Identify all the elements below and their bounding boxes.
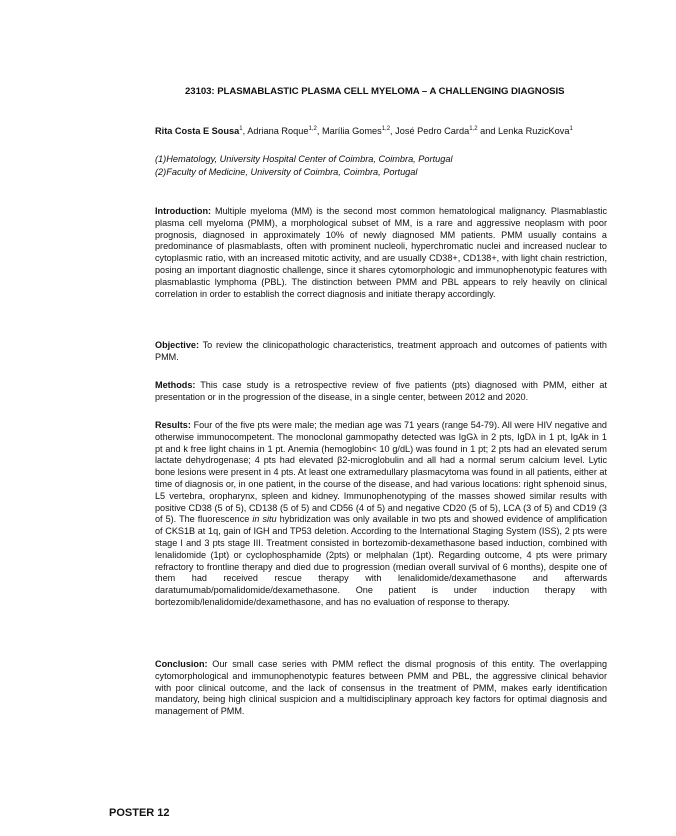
objective-heading: Objective: bbox=[155, 340, 199, 350]
author-affiliation-mark: 1,2 bbox=[381, 126, 391, 132]
methods-text: This case study is a retrospective review of five patients (pts) diagnosed with PMM, either at presentation or in the progression of the disease, in a single center, between 2012 and 2020. bbox=[155, 380, 607, 402]
results-section bbox=[155, 420, 607, 609]
affiliation-line: (2)Faculty of Medicine, University of Coimbra, Coimbra, Portugal bbox=[155, 167, 418, 177]
author-affiliation-mark: 1,2 bbox=[308, 126, 317, 132]
introduction-section bbox=[155, 206, 607, 300]
results-heading: Results: bbox=[155, 420, 191, 430]
objective-section bbox=[155, 340, 607, 364]
objective-text: To review the clinicopathologic characteristics, treatment approach and outcomes of patients with PMM. bbox=[155, 340, 607, 362]
results-text-continued: hybridization was only available in two pts and showed evidence of amplification of CKS1B at 1q, gain of IGH and TP53 deletion. According to the International Staging System (ISS), 2 pts were stage I and 3 pts stage III. Treatment consisted in bortezomib-dexamethasone based induction, combined with lenalidomide (1pt) or cyclophosphamide (2pts) or melphalan (1pt). Regarding outcome, 4 pts were primary refractory to frontline therapy and died due to progression (median overall survival of 6 months), despite one of them had received rescue therapy with lenalidomide/dexamethasone and afterwards daratumumab/pomalidomide/dexamethasone. One patient is under induction therapy with bortezomib/lenalidomide/dexamethasone, and has no evaluation of response to therapy. bbox=[155, 514, 608, 607]
author-name: Adriana Roque bbox=[247, 126, 309, 136]
introduction-text: Multiple myeloma (MM) is the second most common hematological malignancy. Plasmablastic plasma cell myeloma (PMM), a morphological subset of MM, is a rare and aggressive neoplasm with poor prognosis, diagnosed in approximately 10% of newly diagnosed MM patients. PMM usually contains a predominance of plasmablasts, often with prominent nucleoli, hyperchromatic nuclei and increased nuclear to cytoplasmic ratio, with an increased mitotic activity, and are usually CD38+, CD138+, with light chain restriction, posing an important diagnostic challenge, since it shares cytomorphologic and immunophenotypic features with plasmablastic lymphoma (PBL). The distinction between PMM and PBL appears to rely heavily on clinical correlation in order to establish the correct diagnosis and initiate therapy accordingly. bbox=[155, 206, 607, 299]
author-list bbox=[155, 126, 607, 136]
methods-heading: Methods: bbox=[155, 380, 196, 390]
methods-section bbox=[155, 380, 607, 404]
poster-label: POSTER 12 bbox=[109, 807, 170, 819]
author-name: Lenka RuzicKova bbox=[497, 126, 570, 136]
conclusion-text: Our small case series with PMM reflect the dismal prognosis of this entity. The overlapping cytomorphological and immunophenotypic features between PMM and PBL, the aggressive clinical behavior with poor clinical outcome, and the lack of consensus in the treatment of PMM, makes early identification mandatory, being high clinical suspicion and a multidisciplinary approach key factors for optimal diagnosis and management of PMM. bbox=[155, 659, 607, 717]
results-text: Four of the five pts were male; the median age was 71 years (range 54-79). All were HIV negative and otherwise immunocompetent. The monoclonal gammopathy detected was IgGλ in 2 pts, IgDλ in 1 pt, IgAk in 1 pt and k free light chains in 1 pt. Anemia (hemoglobin< 10 g/dL) was found in 1 pt; 2 pts had an elevated serum lactate dehydrogenase; 4 pts had elevated β2-microglobulin and all had a normal serum calcium level. Lytic bone lesions were present in 4 pts. At least one extramedullary plasmacytoma was found in all patients, either at time of diagnosis or, in one patient, in the course of the disease, and had various locations: right sphenoid sinus, L5 vertebra, oropharynx, spleen and kidney. Immunophenotyping of the masses showed similar results with positive CD38 (5 of 5), CD138 (5 of 5) and CD56 (4 of 5) and negative CD20 (5 of 5), LCA (3 of 5) and CD19 (3 of 5). The fluorescence bbox=[155, 420, 607, 525]
affiliation-line: (1)Hematology, University Hospital Center of Coimbra, Coimbra, Portugal bbox=[155, 154, 453, 164]
introduction-heading: Introduction: bbox=[155, 206, 212, 216]
author-affiliation-mark: 1 bbox=[239, 126, 243, 132]
author-affiliation-mark: 1 bbox=[569, 126, 573, 132]
author-name: Rita Costa E Sousa bbox=[155, 126, 240, 136]
conclusion-heading: Conclusion: bbox=[155, 659, 208, 669]
author-affiliation-mark: 1,2 bbox=[469, 126, 478, 132]
author-name: José Pedro Carda bbox=[395, 126, 470, 136]
author-separator: , bbox=[316, 126, 322, 136]
affiliation-list bbox=[155, 153, 607, 179]
conclusion-section bbox=[155, 659, 607, 718]
abstract-title: 23103: PLASMABLASTIC PLASMA CELL MYELOMA – A CHALLENGING DIAGNOSIS bbox=[185, 86, 565, 97]
author-separator: , bbox=[242, 126, 248, 136]
results-italic-term: in situ bbox=[252, 514, 277, 525]
author-separator: , bbox=[390, 126, 396, 136]
author-separator: and bbox=[477, 126, 498, 136]
author-name: Marília Gomes bbox=[321, 126, 382, 136]
